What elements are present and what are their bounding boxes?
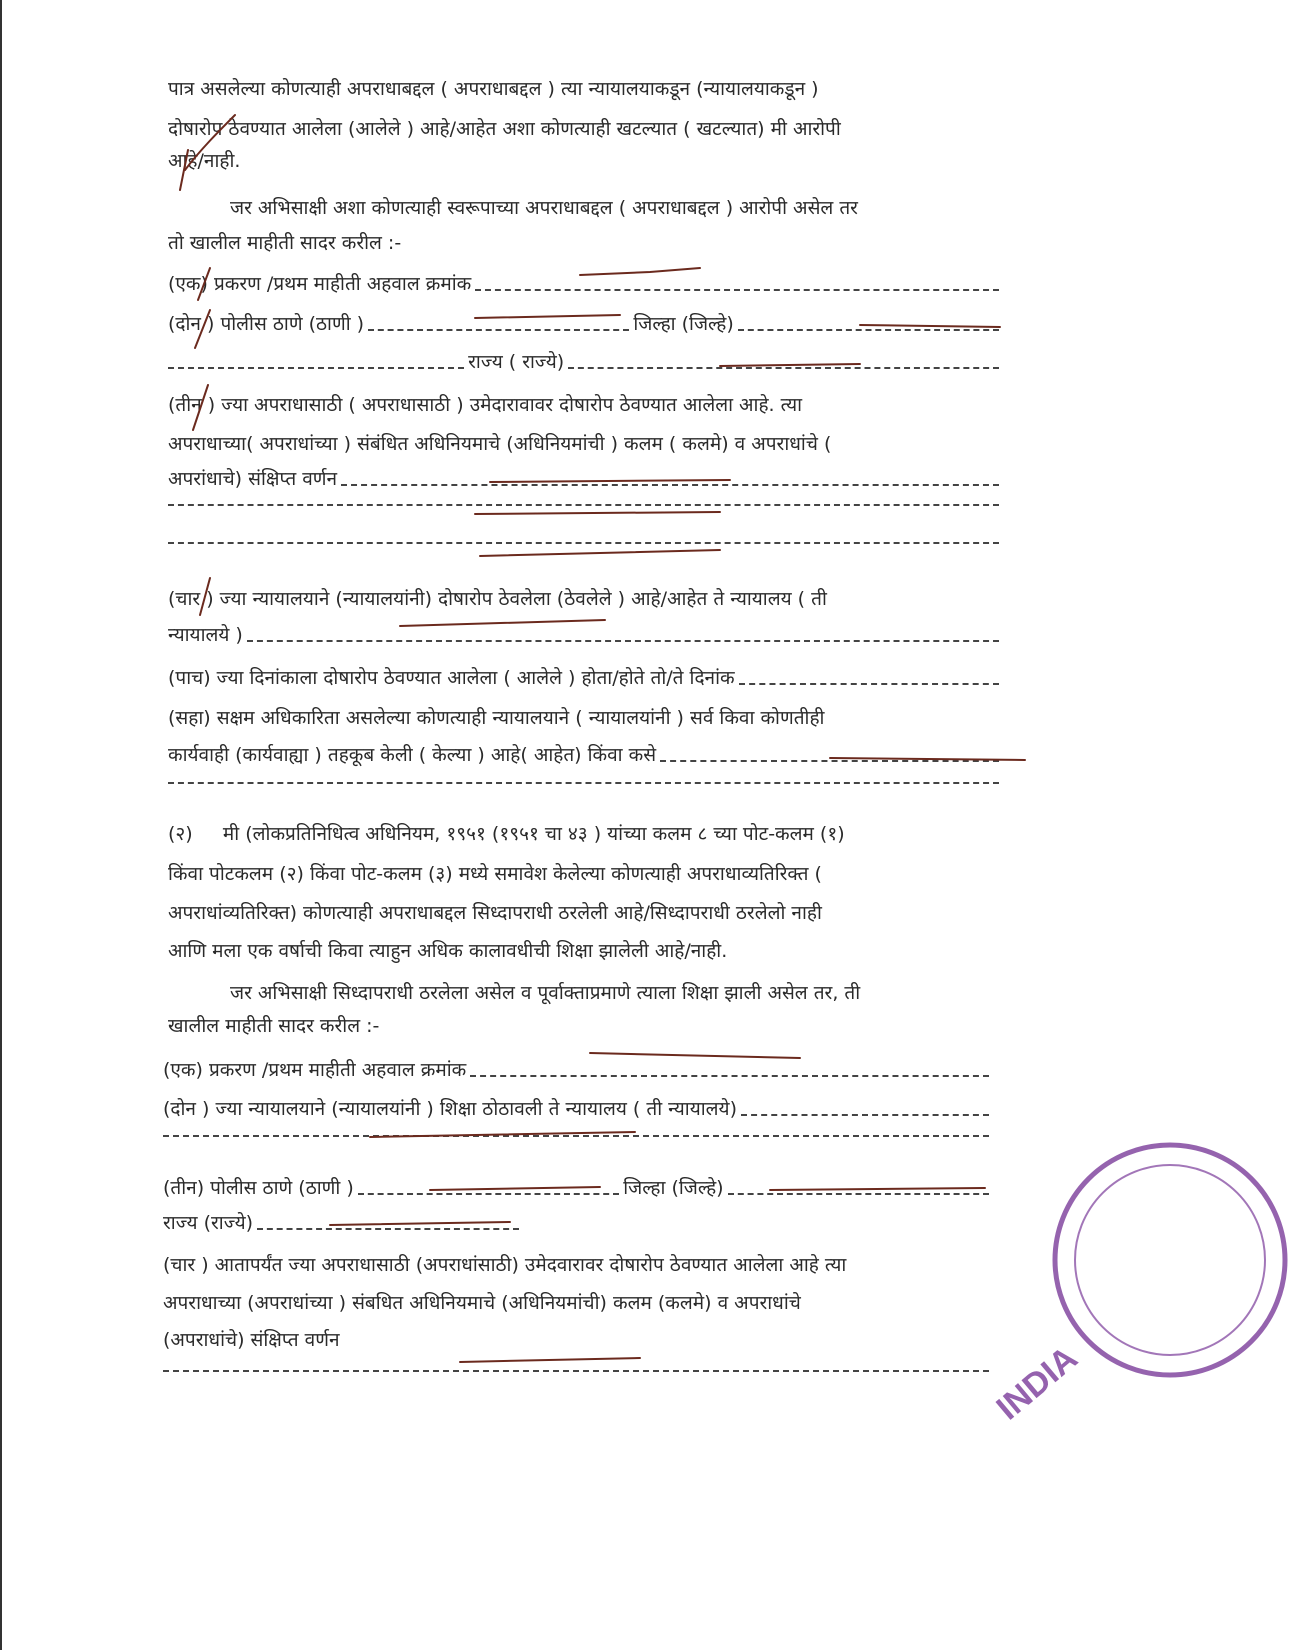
field-label: कार्यवाही (कार्यवाह्या ) तहकूब केली ( केल्या ) आहे( आहेत) किंवा कसे [168,744,657,766]
text-line: किंवा पोटकलम (२) किंवा पोट-कलम (३) मध्ये समावेश केलेल्या कोणत्याही अपराधाव्यतिरिक्त ( [168,863,822,885]
field-label: (दोन ) पोलीस ठाणे (ठाणी ) [168,313,365,335]
ink-line [480,550,720,556]
svg-text:INDIA: INDIA [989,1338,1085,1428]
blank-line [163,1370,989,1372]
field-label: (दोन ) ज्या न्यायालयाने (न्यायालयांनी ) शिक्षा ठोठावली ते न्यायालय ( ती न्यायालये) [163,1098,737,1120]
field-description [168,466,1003,492]
field-label: राज्य ( राज्ये) [468,351,565,373]
field-label: (तीन) पोलीस ठाणे (ठाणी ) [163,1177,354,1199]
text-line: आणि मला एक वर्षाची किवा त्याहुन अधिक कालावधीची शिक्षा झालेली आहे/नाही. [168,940,728,962]
blank-line [168,782,999,784]
field-label: (पाच) ज्या दिनांकाला दोषारोप ठेवण्यात आलेला ( आलेले ) होता/होते तो/ते दिनांक [168,667,735,689]
field-label: राज्य (राज्ये) [163,1212,254,1234]
blank-line-row [168,782,1003,790]
text-line: (सहा) सक्षम अधिकारिता असलेल्या कोणत्याही न्यायालयाने ( न्यायालयांनी ) सर्व किवा कोणतीही [168,707,825,729]
text-line: अपराधाच्या (अपराधांच्या ) संबधित अधिनियमाचे (अधिनियमांची) कलम (कलमे) व अपराधांचे [163,1292,801,1314]
text-line: तो खालील माहीती सादर करील :- [168,232,402,254]
blank-line-row [168,504,1003,512]
field-police-station [168,311,1003,337]
blank-line [168,542,999,544]
text-line: (अपराधांचे) संक्षिप्त वर्णन [163,1329,340,1351]
field-state-2 [163,1210,523,1236]
field-police-station-2 [163,1175,993,1201]
text-line: दोषारोप ठेवण्यात आलेला (आलेले ) आहे/आहेत अशा कोणत्याही खटल्यात ( खटल्यात) मी आरोपी [168,118,841,140]
field-proceedings [168,742,1003,768]
text-line: अपराधाच्या( अपराधांच्या ) संबंधित अधिनियमाचे (अधिनियमांची ) कलम ( कलमे) व अपराधांचे ( [168,433,832,455]
blank-line [741,1114,989,1116]
blank-line [358,1193,619,1195]
field-case-number-2 [163,1057,993,1083]
field-label: (एक) प्रकरण /प्रथम माहीती अहवाल क्रमांक [168,273,472,295]
field-label: अपरांधाचे) संक्षिप्त वर्णन [168,468,338,490]
blank-line-row [163,1135,993,1143]
blank-line [163,1135,989,1137]
ink-line [460,1358,640,1362]
field-label: जिल्हा (जिल्हे) [623,1177,724,1199]
text-line: (चार ) ज्या न्यायालयाने (न्यायालयांनी) दोषारोप ठेवलेला (ठेवलेले ) आहे/आहेत ते न्यायालय ( ती [168,588,827,610]
text-line: आहे/नाही. [168,150,241,172]
field-label: न्यायालये ) [168,624,243,646]
blank-line-row [168,542,1003,550]
ink-line [475,512,720,514]
text-line: पात्र असलेल्या कोणत्याही अपराधाबद्दल ( अपराधाबद्दल ) त्या न्यायालयाकडून (न्यायालयाकडून ) [168,78,819,100]
blank-line [341,484,999,486]
text-line: अपराधांव्यतिरिक्त) कोणत्याही अपराधाबद्दल सिध्दापराधी ठरलेली आहे/सिध्दापराधी ठरलेलो नाही [168,902,822,924]
blank-line [168,504,999,506]
official-stamp [989,1140,1300,1440]
field-court-2 [163,1096,993,1122]
blank-line [739,683,999,685]
field-date [168,665,1003,691]
text-line: जर अभिसाक्षी सिध्दापराधी ठरलेला असेल व पूर्वाक्ताप्रमाणे त्याला शिक्षा झाली असेल तर, ती [230,982,861,1004]
field-case-number [168,271,1003,297]
text-line: (तीन ) ज्या अपराधासाठी ( अपराधासाठी ) उमेदारावावर दोषारोप ठेवण्यात आलेला आहे. त्या [168,394,803,416]
text-line: (चार ) आतापर्यंत ज्या अपराधासाठी (अपराधांसाठी) उमेदवारावर दोषारोप ठेवण्यात आलेला आहे त्या [163,1254,847,1276]
field-court [168,622,1003,648]
blank-line [168,367,464,369]
blank-line-row [163,1370,993,1378]
blank-line [470,1075,989,1077]
blank-line [247,640,999,642]
blank-line [568,367,999,369]
text-line: जर अभिसाक्षी अशा कोणत्याही स्वरूपाच्या अपराधाबद्दल ( अपराधाबद्दल ) आरोपी असेल तर [230,197,858,219]
blank-line [738,329,999,331]
text-line: खालील माहीती सादर करील :- [168,1015,380,1037]
scan-edge [0,0,2,1650]
blank-line [728,1193,989,1195]
blank-line [368,329,629,331]
text-line: (२) मी (लोकप्रतिनिधित्व अधिनियम, १९५१ (१९५१ चा ४३ ) यांच्या कलम ८ च्या पोट-कलम (१) [168,823,845,845]
field-label: जिल्हा (जिल्हे) [633,313,734,335]
field-state [168,349,1003,375]
blank-line [475,289,999,291]
blank-line [660,760,999,762]
field-label: (एक) प्रकरण /प्रथम माहीती अहवाल क्रमांक [163,1059,467,1081]
blank-line [257,1228,519,1230]
